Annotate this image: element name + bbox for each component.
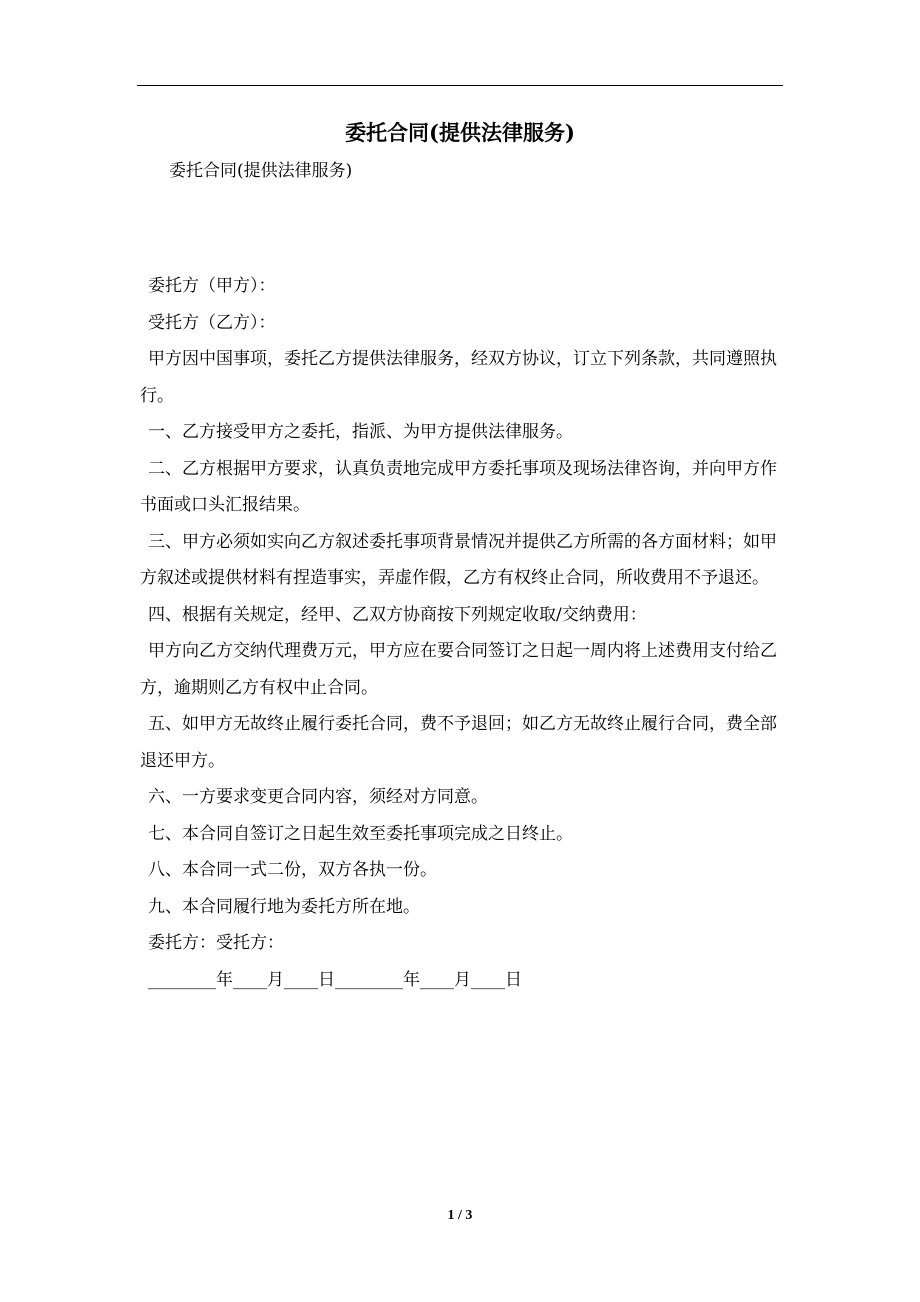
document-subtitle: 委托合同(提供法律服务) [169,161,353,181]
page-number: 1 / 3 [447,1208,473,1223]
clause-2: 二、乙方根据甲方要求，认真负责地完成甲方委托事项及现场法律咨询，并向甲方作书面或口头汇报结果。 [140,458,777,515]
clause-1: 一、乙方接受甲方之委托，指派、为甲方提供法律服务。 [148,422,573,442]
clause-5: 五、如甲方无故终止履行委托合同，费不予退回；如乙方无故终止履行合同，费全部退还甲方。 [140,714,777,771]
document-title: 委托合同(提供法律服务) [345,120,575,145]
clause-8: 八、本合同一式二份，双方各执一份。 [148,860,437,880]
clause-7: 七、本合同自签订之日起生效至委托事项完成之日终止。 [148,823,573,844]
party-b-line: 受托方（乙方）： [148,312,276,333]
clause-4-fee-detail: 甲方向乙方交纳代理费万元，甲方应在要合同签订之日起一周内将上述费用支付给乙方，逾期则乙方有权中止合同。 [140,641,777,698]
signature-date-line: ________年____月____日________年____月____日 [148,969,522,990]
preamble-paragraph: 甲方因中国事项，委托乙方提供法律服务，经双方协议，订立下列条款，共同遵照执行。 [140,349,777,406]
clause-9: 九、本合同履行地为委托方所在地。 [148,896,420,917]
clause-6: 六、一方要求变更合同内容，须经对方同意。 [148,787,488,807]
document-body [140,268,786,998]
header-rule [137,85,783,86]
clause-4: 四、根据有关规定，经甲、乙双方协商按下列规定收取/交纳费用： [148,604,647,625]
clause-3: 三、甲方必须如实向乙方叙述委托事项背景情况并提供乙方所需的各方面材料；如甲方叙述或提供材料有捏造事实，弄虚作假，乙方有权终止合同，所收费用不予退还。 [140,531,777,588]
signature-parties-line: 委托方：受托方： [148,933,284,953]
party-a-line: 委托方（甲方）： [148,276,276,296]
